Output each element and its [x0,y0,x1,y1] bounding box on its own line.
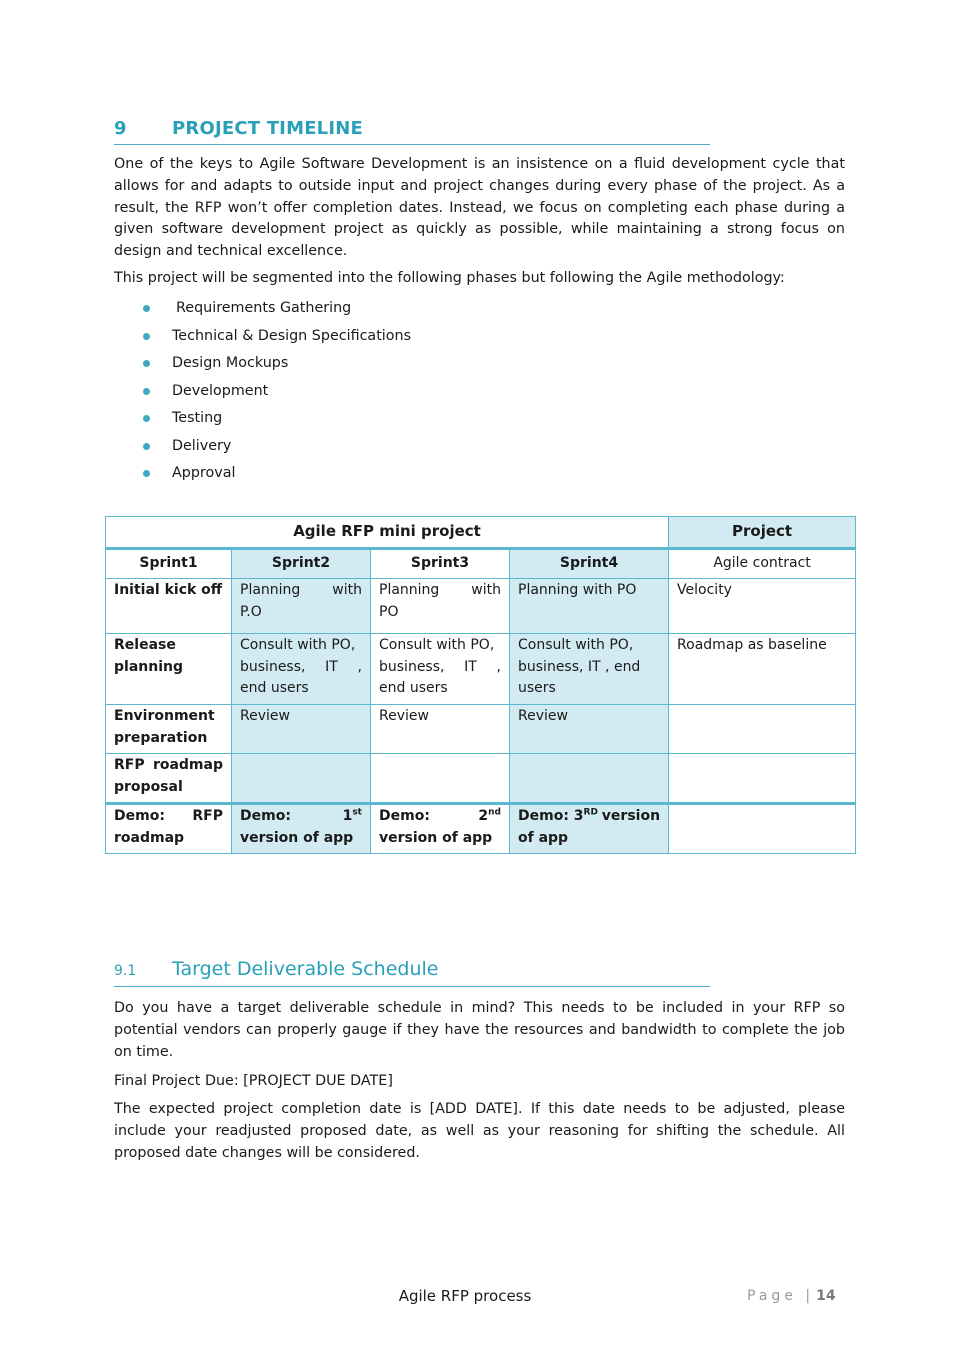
table-cell: Review [371,705,510,754]
completion-paragraph: The expected project completion date is [ADD DATE]. If this date needs to be adjusted, please include your readjusted proposed date, as well as your reasoning for shifting the schedule. All proposed date changes will be considered. [114,1101,845,1161]
bullet-icon [143,443,150,450]
table-cell [510,754,669,804]
sprint-table [105,516,856,854]
table-cell [371,754,510,804]
table-cell [232,754,371,804]
page-label: Page [747,1288,797,1304]
table-cell: Roadmap as baseline [669,634,856,705]
sprint-header-row [106,549,856,579]
phases-intro: This project will be segmented into the following phases but following the Agile methodology: [114,270,785,286]
section-title: PROJECT TIMELINE [172,118,364,139]
list-item: Delivery [0,435,500,457]
table-row [106,705,856,754]
table-title: Agile RFP mini project [106,517,669,549]
list-item: Design Mockups [0,352,500,374]
final-due-line: Final Project Due: [PROJECT DUE DATE] [114,1073,393,1089]
table-cell: Demo: 1st version of app [232,804,371,854]
row-label: Initial kick off [106,579,232,634]
subsection-number: 9.1 [114,963,137,979]
list-item: Requirements Gathering [0,297,500,319]
table-cell: Review [510,705,669,754]
table-cell: Consult with PO, business, IT , end users [371,634,510,705]
table-row [106,804,856,854]
table-cell [669,754,856,804]
list-item: Technical & Design Specifications [0,325,500,347]
sprint-header: Sprint2 [232,549,371,579]
bullet-icon [143,388,150,395]
row-label: Environment preparation [106,705,232,754]
subsection-title: Target Deliverable Schedule [172,958,439,980]
list-item: Development [0,380,500,402]
table-title-row [106,517,856,549]
intro-paragraph: One of the keys to Agile Software Development is an insistence on a fluid development cycle that allows for and adapts to outside input and project changes during every phase of the project. As a result, the RFP won’t offer completion dates. Instead, we focus on completing each phase during a given software development project as quickly as possible, while maintaining a strong focus on design and technical excellence. [114,156,845,260]
table-cell: Demo: 2nd version of app [371,804,510,854]
bullet-icon [143,305,150,312]
sprint-header: Sprint1 [106,549,232,579]
row-label: Release planning [106,634,232,705]
sprint-header: Sprint4 [510,549,669,579]
table-cell: Consult with PO, business, IT , end users [232,634,371,705]
list-item: Approval [0,462,500,484]
section-heading [114,116,710,145]
schedule-paragraph: Do you have a target deliverable schedule in mind? This needs to be included in your RFP so potential vendors can properly gauge if they have the resources and bandwidth to complete the job on time. [114,1000,845,1060]
sprint-header: Sprint3 [371,549,510,579]
page-separator: | [805,1288,811,1304]
bullet-icon [143,360,150,367]
project-subheader: Agile contract [669,549,856,579]
table-cell [669,804,856,854]
row-label: RFP roadmap proposal [106,754,232,804]
bullet-icon [143,333,150,340]
table-row [106,634,856,705]
list-item: Testing [0,407,500,429]
table-cell: Planning with PO [510,579,669,634]
project-header: Project [669,517,856,549]
bullet-icon [143,470,150,477]
table-cell: Consult with PO, business, IT , end users [510,634,669,705]
table-cell: Demo: 3RD version of app [510,804,669,854]
table-cell: Planning with PO [371,579,510,634]
section-number: 9 [114,118,127,139]
table-cell: Review [232,705,371,754]
table-cell [669,705,856,754]
table-cell: Velocity [669,579,856,634]
table-row [106,579,856,634]
footer-page-number [747,1288,836,1304]
row-label: Demo: RFP roadmap [106,804,232,854]
subsection-heading [114,957,710,987]
bullet-icon [143,415,150,422]
table-row [106,754,856,804]
page-number: 14 [816,1288,836,1304]
table-cell: Planning with P.O [232,579,371,634]
footer-doc-title: Agile RFP process [398,1287,532,1305]
